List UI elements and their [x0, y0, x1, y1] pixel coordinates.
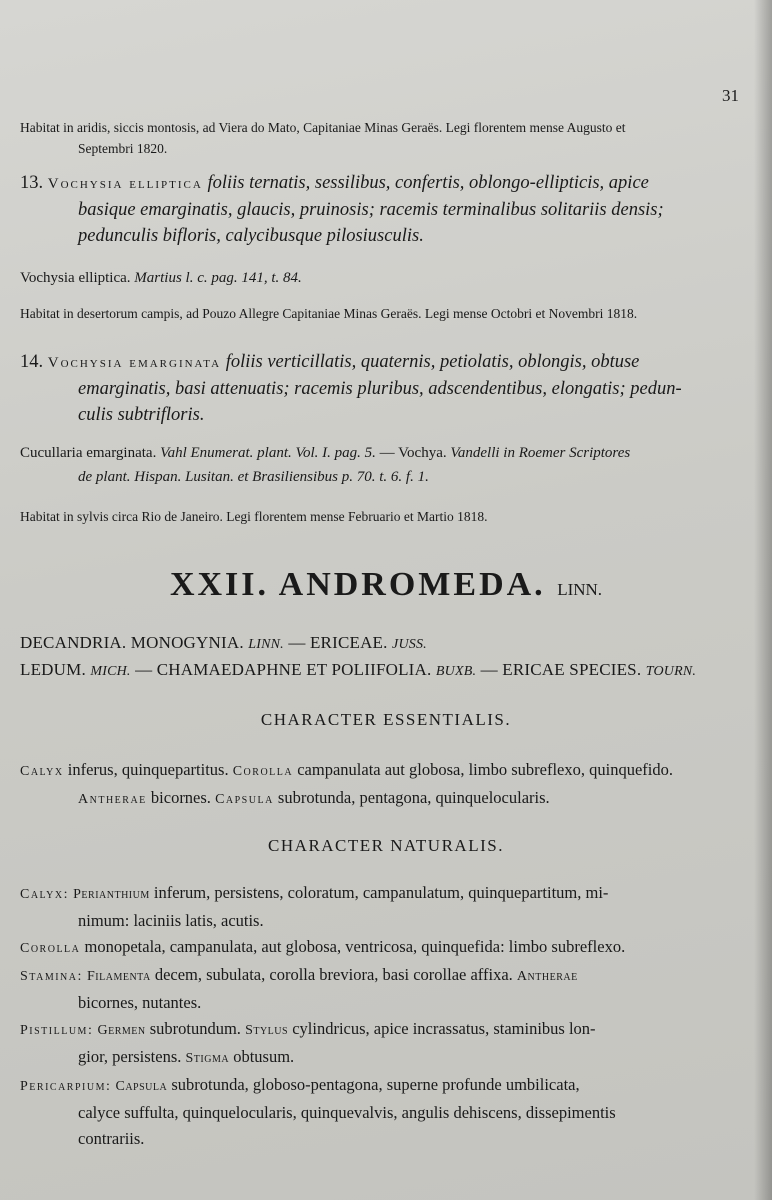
term-text: inferus, quinquepartitus. — [67, 760, 229, 779]
term-text: bicornes, nutantes. — [78, 993, 202, 1012]
section-heading: CHARACTER NATURALIS. — [268, 836, 504, 855]
species-diagnosis: culis subtrifloris. — [78, 405, 205, 425]
term-label: Pistillum: — [20, 1023, 94, 1038]
term-text: subrotunda, pentagona, quinquelocularis. — [277, 788, 550, 807]
classification-author: JUSS. — [392, 637, 427, 652]
species-name: Vochysia emarginata — [47, 355, 222, 371]
classification-author: LINN. — [248, 637, 284, 652]
term-text: obtusum. — [233, 1047, 295, 1066]
term-label: Pericarpium: — [20, 1079, 112, 1094]
term-sublabel: Antherae — [516, 969, 578, 984]
species-diagnosis: basique emarginatis, glaucis, pruinosis; racemis terminalibus solitariis densis; — [78, 200, 664, 220]
term-sublabel: Perianthium — [73, 887, 150, 902]
term-label: Corolla — [232, 764, 294, 779]
term-text: campanulata aut globosa, limbo subreflexo, quinquefido. — [297, 760, 673, 779]
habitat-paragraph — [20, 117, 760, 159]
term-text: calyce suffulta, quinquelocularis, quinquevalvis, angulis dehiscens, dissepimentis — [78, 1103, 616, 1122]
species-diagnosis: foliis ternatis, sessilibus, confertis, oblongo-ellipticis, apice — [207, 173, 649, 193]
term-label: Stamina: — [20, 969, 83, 984]
classification-author: MICH. — [90, 664, 131, 679]
classification-text: DECANDRIA. MONOGYNIA. — [20, 633, 244, 652]
classification-author: TOURN. — [645, 664, 697, 679]
species-number: 14. — [20, 352, 44, 372]
classification-line — [20, 633, 760, 653]
term-sublabel: Filamenta — [87, 969, 151, 984]
species-diagnosis: pedunculis bifloris, calycibusque pilosiusculis. — [78, 226, 424, 246]
term-label: Antherae — [78, 792, 147, 807]
term-sublabel: Stylus — [245, 1023, 289, 1038]
synonym-name: Cucullaria emarginata. — [20, 445, 157, 461]
genus-heading — [0, 566, 772, 604]
term-text: contrariis. — [78, 1129, 145, 1148]
term-text: bicornes. — [150, 788, 211, 807]
term-sublabel: Germen — [97, 1023, 146, 1038]
classification-text: — ERICAE SPECIES. — [480, 660, 642, 679]
term-text: inferum, persistens, coloratum, campanulatum, quinquepartitum, mi- — [153, 883, 609, 902]
term-text: nimum: laciniis latis, acutis. — [78, 911, 264, 930]
synonym-reference: de plant. Hispan. Lusitan. et Brasiliensibus p. 70. t. 6. f. 1. — [78, 469, 429, 485]
term-text: subrotunda, globoso-pentagona, superne profunde umbilicata, — [171, 1075, 580, 1094]
term-sublabel: Stigma — [185, 1051, 230, 1066]
page-number: 31 — [722, 86, 739, 105]
synonym-name: Vochysia elliptica. — [20, 270, 131, 286]
term-label: Calyx: — [20, 887, 69, 902]
species-diagnosis: foliis verticillatis, quaternis, petiolatis, oblongis, obtuse — [225, 352, 640, 372]
synonym-reference: Vahl Enumerat. plant. Vol. I. pag. 5. — [160, 445, 376, 461]
term-text: subrotundum. — [149, 1019, 241, 1038]
term-sublabel: Capsula — [115, 1079, 168, 1094]
genus-title: XXII. ANDROMEDA. — [169, 566, 546, 603]
synonym-reference: Martius l. c. pag. 141, t. 84. — [134, 270, 302, 286]
classification-line — [20, 660, 760, 680]
species-number: 13. — [20, 173, 44, 193]
habitat-line: Habitat in sylvis circa Rio de Janeiro. Legi florentem mense Februario et Martio 1818. — [20, 509, 488, 524]
synonym-reference: Vandelli in Roemer Scriptores — [450, 445, 631, 461]
synonym-line — [20, 266, 760, 290]
essentialis-text — [20, 757, 760, 813]
classification-text: LEDUM. — [20, 660, 86, 679]
species-entry-13 — [20, 170, 760, 249]
term-label: Corolla — [20, 941, 81, 956]
term-label: Capsula — [215, 792, 274, 807]
species-diagnosis: emarginatis, basi attenuatis; racemis pluribus, adscendentibus, elongatis; pedun- — [78, 379, 682, 399]
section-heading: CHARACTER ESSENTIALIS. — [260, 710, 512, 729]
species-name: Vochysia elliptica — [47, 176, 203, 192]
synonym-block — [20, 441, 760, 489]
synonym-name: — Vochya. — [379, 445, 447, 461]
habitat-line: Habitat in aridis, siccis montosis, ad Viera do Mato, Capitaniae Minas Geraës. Legi florentem mense Augusto et — [20, 120, 626, 135]
term-text: cylindricus, apice incrassatus, staminibus lon- — [292, 1019, 596, 1038]
classification-text: — ERICEAE. — [288, 633, 388, 652]
classification-author: BUXB. — [435, 664, 477, 679]
habitat-line: Septembri 1820. — [78, 141, 168, 156]
naturalis-text — [20, 880, 760, 1152]
term-text: monopetala, campanulata, aut globosa, ventricosa, quinquefida: limbo subreflexo. — [84, 937, 626, 956]
term-label: Calyx — [20, 764, 64, 779]
term-text: gior, persistens. — [78, 1047, 182, 1066]
habitat-line: Habitat in desertorum campis, ad Pouzo Allegre Capitaniae Minas Geraës. Legi mense Octobri et Novembri 1818. — [20, 306, 638, 321]
species-entry-14 — [20, 349, 760, 428]
genus-author: LINN. — [557, 580, 603, 599]
term-text: decem, subulata, corolla breviora, basi corollae affixa. — [154, 965, 513, 984]
classification-text: — CHAMAEDAPHNE ET POLIIFOLIA. — [135, 660, 432, 679]
